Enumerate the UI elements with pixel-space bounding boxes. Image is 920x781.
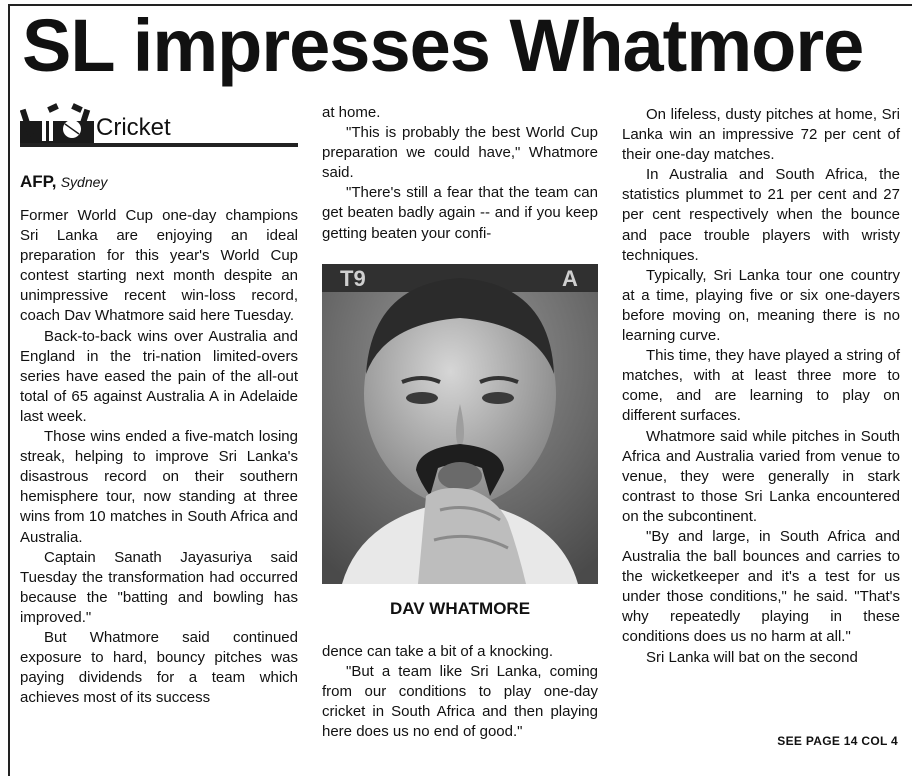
section-name: Cricket — [96, 114, 171, 141]
photo-background-text: A — [562, 266, 578, 291]
continuation-line[interactable]: SEE PAGE 14 COL 4 — [777, 734, 898, 748]
article-paragraph: But Whatmore said continued exposure to hard, bouncy pitches was paying dividends for a team which achieves most of its success — [20, 628, 298, 707]
article-paragraph: On lifeless, dusty pitches at home, Sri Lanka win an impressive 72 per cent of their one-day matches. — [622, 106, 900, 164]
article-paragraph: This time, they have played a string of matches, with at least three more to come, and are learning to play on different surfaces. — [622, 347, 900, 425]
article-paragraph: Typically, Sri Lanka tour one country at a time, playing five or six one-dayers before moving on, meaning there is no learning curve. — [622, 266, 900, 345]
article-paragraph: Former World Cup one-day champions Sri Lanka are enjoying an ideal preparation for this year's World Cup contest starting next month despite an unimpressive recent win-loss record, coach Dav Whatmore said here Tuesday. — [20, 207, 298, 325]
byline-agency: AFP, — [20, 172, 57, 191]
article-paragraph: "This is probably the best World Cup preparation we could have," Whatmore said. — [322, 124, 598, 182]
article-column-2-bottom — [322, 642, 598, 742]
article-paragraph: "There's still a fear that the team can get beaten badly again -- and if you keep getting beaten your confi- — [322, 184, 598, 242]
cricket-stumps-ball-icon — [20, 103, 94, 143]
article-paragraph: In Australia and South Africa, the statistics plummet to 21 per cent and 27 per cent respectively when the bounce and pace trouble players with wristy techniques. — [622, 166, 900, 264]
section-label — [20, 103, 298, 147]
article-paragraph: "By and large, in South Africa and Australia the ball bounces and carries to the wicketkeeper and it's a test for us under those conditions," he said. "That's why repeatedly playing in these conditions does us no harm at all." — [622, 527, 900, 646]
article-column-1 — [20, 206, 298, 708]
byline-place: Sydney — [60, 174, 108, 190]
section-rule — [20, 143, 298, 147]
photo-background-text: T9 — [340, 266, 366, 291]
photo-caption: DAV WHATMORE — [389, 599, 531, 618]
headline: SL impresses Whatmore — [22, 4, 864, 87]
article-paragraph: "But a team like Sri Lanka, coming from our conditions to play one-day cricket in South Africa and then playing here does us no end of good." — [322, 663, 598, 741]
article-paragraph: Captain Sanath Jayasuriya said Tuesday the transformation had occurred because the "batting and bowling has improved." — [20, 548, 298, 626]
article-column-3 — [622, 105, 900, 668]
article-paragraph: Back-to-back wins over Australia and England in the tri-nation limited-overs series have eased the pain of the all-out total of 65 against Australia A in Adelaide last week. — [20, 327, 298, 425]
article-paragraph: Whatmore said while pitches in South Africa and Australia varied from venue to venue, they were generally in stark contrast to those Sri Lanka encountered on the subcontinent. — [622, 427, 900, 525]
portrait-image — [322, 264, 598, 584]
article-paragraph: dence can take a bit of a knocking. — [322, 643, 553, 660]
article-paragraph: Those wins ended a five-match losing streak, helping to improve Sri Lanka's disastrous record on their southern hemisphere tour, now standing at three wins from 10 matches in South Africa and Australia. — [20, 428, 298, 546]
byline — [20, 172, 107, 193]
portrait-photo — [322, 264, 598, 584]
article-paragraph: Sri Lanka will bat on the second — [646, 648, 858, 666]
article-paragraph: at home. — [322, 104, 381, 121]
article-column-2-top — [322, 103, 598, 244]
